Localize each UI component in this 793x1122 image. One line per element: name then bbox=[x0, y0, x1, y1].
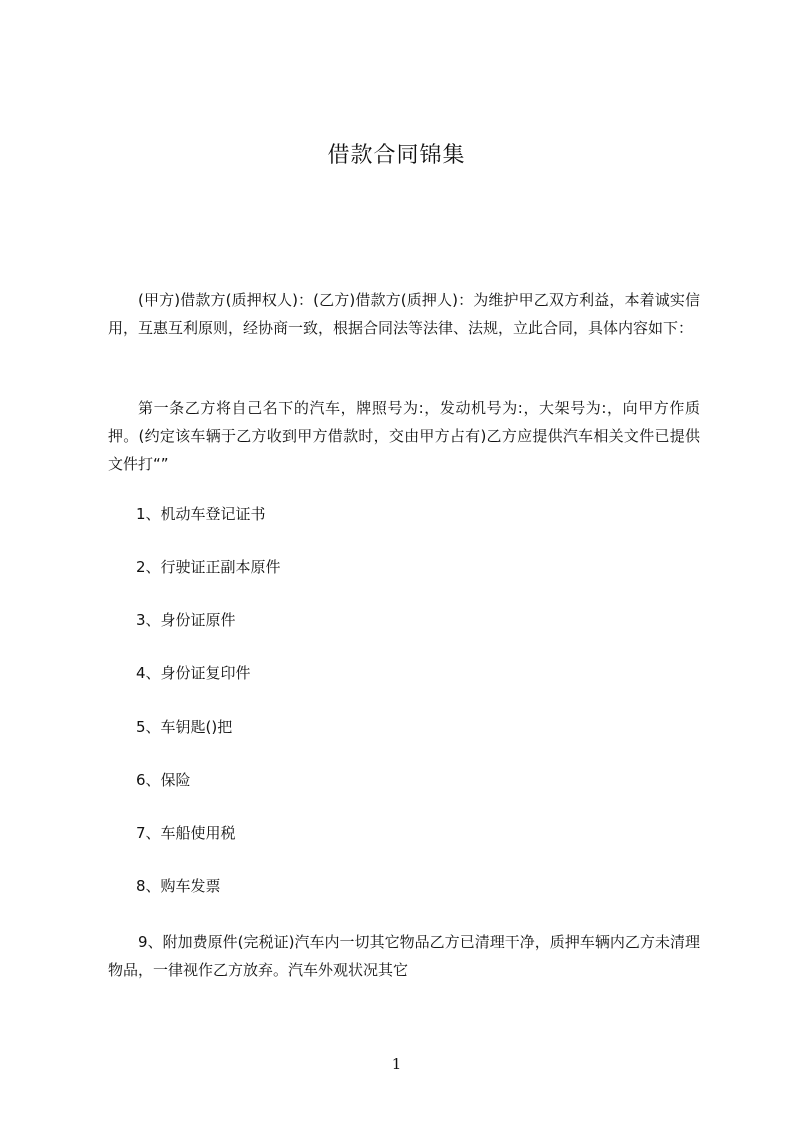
article-one-paragraph: 第一条乙方将自己名下的汽车，牌照号为:，发动机号为:，大架号为:，向甲方作质押。(约定该车辆于乙方收到甲方借款时，交由甲方占有)乙方应提供汽车相关文件已提供文件打“” bbox=[108, 399, 700, 473]
list-item-car-keys: 5、车钥匙()把 bbox=[136, 718, 233, 736]
list-item-vehicle-tax: 7、车船使用税 bbox=[136, 824, 236, 842]
document-title: 借款合同锦集 bbox=[327, 143, 466, 168]
page-number: 1 bbox=[391, 1055, 402, 1073]
closing-paragraph: 9、附加费原件(完税证)汽车内一切其它物品乙方已清理干净，质押车辆内乙方未清理物品，一律视作乙方放弃。汽车外观状况其它 bbox=[108, 933, 700, 979]
intro-paragraph: (甲方)借款方(质押权人)：(乙方)借款方(质押人)：为维护甲乙双方利益，本着诚实信用，互惠互利原则，经协商一致，根据合同法等法律、法规，立此合同，具体内容如下： bbox=[108, 291, 700, 337]
list-item-purchase-invoice: 8、购车发票 bbox=[136, 877, 221, 895]
list-item-id-original: 3、身份证原件 bbox=[136, 611, 236, 629]
list-item-id-copy: 4、身份证复印件 bbox=[136, 664, 251, 682]
list-item-insurance: 6、保险 bbox=[136, 771, 191, 789]
list-item-driving-license: 2、行驶证正副本原件 bbox=[136, 558, 281, 576]
list-item-registration-certificate: 1、机动车登记证书 bbox=[136, 505, 266, 523]
